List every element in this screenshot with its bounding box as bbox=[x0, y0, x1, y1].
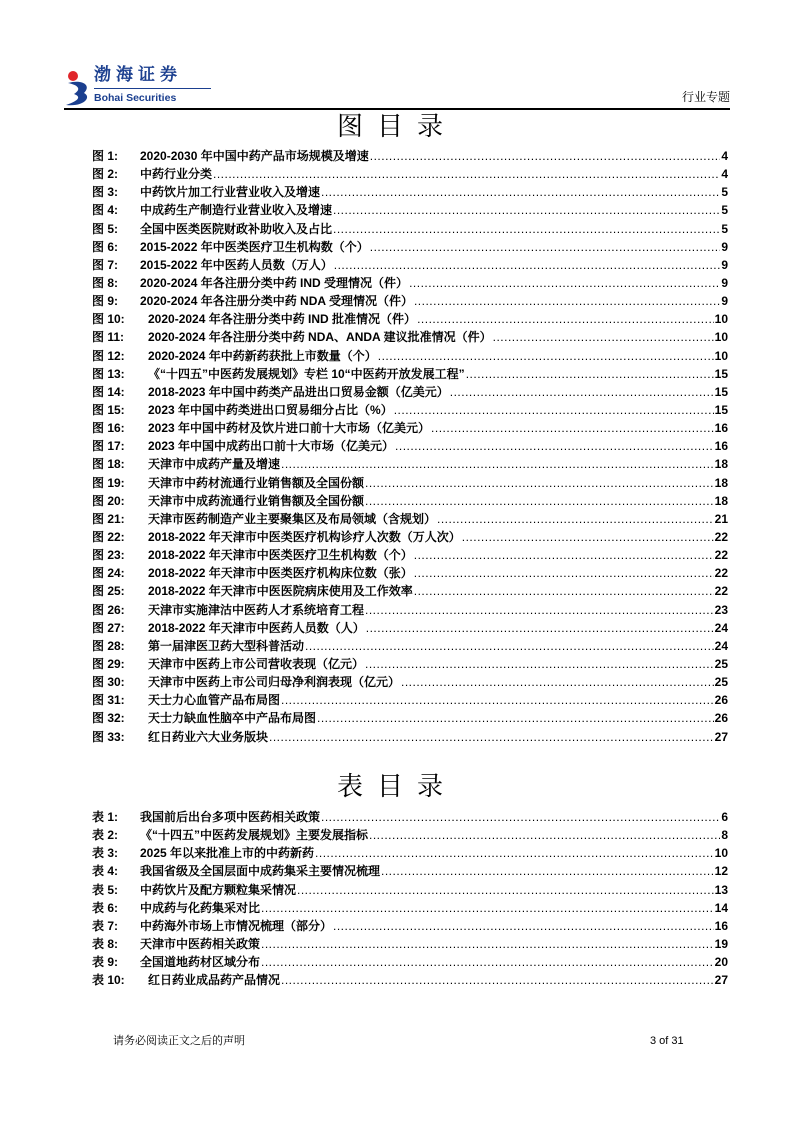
toc-entry[interactable] bbox=[92, 474, 728, 492]
toc-entry[interactable] bbox=[92, 365, 728, 383]
toc-entry-title: 2020-2024 年各注册分类中药 IND 受理情况（件） bbox=[140, 275, 409, 290]
toc-entry[interactable] bbox=[92, 383, 728, 401]
toc-entry[interactable] bbox=[92, 437, 728, 455]
toc-entry-page: 26 bbox=[714, 693, 728, 708]
toc-entry-title: 天津市中成药产量及增速 bbox=[148, 457, 281, 472]
toc-entry-label: 图 18: bbox=[92, 457, 125, 472]
dot-leader bbox=[261, 935, 714, 953]
dot-leader bbox=[269, 728, 714, 746]
dot-leader bbox=[450, 383, 714, 401]
toc-entry-label: 图 12: bbox=[92, 348, 125, 363]
toc-entry-page: 14 bbox=[714, 900, 728, 915]
toc-entry-title: 2018-2022 年天津市中医类医疗机构诊疗人次数（万人次） bbox=[148, 529, 461, 544]
toc-entry[interactable] bbox=[92, 492, 728, 510]
toc-entry-page: 10 bbox=[714, 348, 728, 363]
toc-entry[interactable] bbox=[92, 582, 728, 600]
toc-entry-page: 15 bbox=[714, 384, 728, 399]
toc-entry-title: 2018-2022 年天津市中医类医疗机构床位数（张） bbox=[148, 566, 413, 581]
page-indicator: 3 of 31 bbox=[650, 1035, 684, 1047]
toc-entry[interactable] bbox=[92, 510, 728, 528]
dot-leader bbox=[414, 564, 714, 582]
toc-entry[interactable] bbox=[92, 881, 728, 899]
toc-entry-title: 天津市中药材流通行业销售额及全国份额 bbox=[148, 475, 365, 490]
dot-leader bbox=[369, 826, 720, 844]
toc-entry[interactable] bbox=[92, 201, 728, 219]
toc-entry-page: 22 bbox=[714, 548, 728, 563]
toc-entry[interactable] bbox=[92, 808, 728, 826]
dot-leader bbox=[414, 582, 714, 600]
toc-entry-page: 22 bbox=[714, 584, 728, 599]
toc-entry-label: 表 5: bbox=[92, 882, 119, 897]
toc-entry-title: 天津市医药制造产业主要聚集区及布局领域（含规划） bbox=[148, 511, 437, 526]
dot-leader bbox=[333, 220, 720, 238]
toc-entry[interactable] bbox=[92, 917, 728, 935]
toc-entry[interactable] bbox=[92, 165, 728, 183]
toc-entry-page: 10 bbox=[714, 312, 728, 327]
dot-leader bbox=[401, 673, 714, 691]
toc-entry-title: 2020-2024 年各注册分类中药 NDA 受理情况（件） bbox=[140, 294, 413, 309]
toc-entry-label: 表 6: bbox=[92, 900, 119, 915]
toc-entry-page: 25 bbox=[714, 675, 728, 690]
toc-entry-page: 5 bbox=[721, 203, 728, 218]
toc-entry-page: 23 bbox=[714, 602, 728, 617]
toc-entry-title: 2015-2022 年中医药人员数（万人） bbox=[140, 257, 333, 272]
toc-entry[interactable] bbox=[92, 971, 728, 989]
toc-entry-page: 16 bbox=[714, 439, 728, 454]
toc-entry-title: 天津市中医药上市公司归母净利润表现（亿元） bbox=[148, 675, 401, 690]
dot-leader bbox=[370, 238, 721, 256]
toc-entry[interactable] bbox=[92, 844, 728, 862]
figures-toc-list bbox=[92, 147, 728, 746]
toc-entry-label: 图 3: bbox=[92, 185, 119, 200]
toc-entry-title: 天津市中成药流通行业销售额及全国份额 bbox=[148, 493, 365, 508]
toc-entry-label: 表 4: bbox=[92, 864, 119, 879]
toc-entry-label: 图 5: bbox=[92, 221, 119, 236]
toc-entry-page: 6 bbox=[721, 810, 728, 824]
toc-entry-label: 图 33: bbox=[92, 729, 125, 744]
toc-entry-title: 全国中医类医院财政补助收入及占比 bbox=[140, 221, 333, 236]
dot-leader bbox=[414, 292, 720, 310]
logo-mark-icon bbox=[64, 67, 94, 107]
toc-entry-title: 2023 年中国中药类进出口贸易细分占比（%） bbox=[148, 402, 393, 417]
toc-entry-page: 8 bbox=[721, 828, 728, 843]
toc-entry-page: 12 bbox=[714, 864, 728, 879]
toc-entry-page: 5 bbox=[721, 221, 728, 236]
toc-entry-label: 图 27: bbox=[92, 620, 125, 635]
logo-english-name: Bohai Securities bbox=[94, 92, 177, 104]
toc-entry[interactable] bbox=[92, 347, 728, 365]
toc-entry-title: 2018-2023 年中国中药类产品进出口贸易金额（亿美元） bbox=[148, 384, 449, 399]
toc-entry[interactable] bbox=[92, 935, 728, 953]
toc-entry[interactable] bbox=[92, 619, 728, 637]
toc-entry-title: 红日药业六大业务版块 bbox=[148, 729, 269, 744]
toc-entry[interactable] bbox=[92, 655, 728, 673]
dot-leader bbox=[366, 619, 714, 637]
toc-entry[interactable] bbox=[92, 546, 728, 564]
dot-leader bbox=[370, 147, 721, 165]
tables-toc-list bbox=[92, 808, 728, 989]
toc-entry-title: 天津市实施津沽中医药人才系统培育工程 bbox=[148, 602, 365, 617]
toc-entry-label: 表 8: bbox=[92, 936, 119, 951]
toc-entry-label: 图 29: bbox=[92, 656, 125, 671]
dot-leader bbox=[321, 183, 720, 201]
toc-entry-page: 18 bbox=[714, 475, 728, 490]
toc-entry[interactable] bbox=[92, 826, 728, 844]
toc-entry-title: 《“十四五”中医药发展规划》专栏 10“中医药开放发展工程” bbox=[148, 366, 465, 381]
toc-entry-label: 图 19: bbox=[92, 475, 125, 490]
toc-entry-title: 《“十四五”中医药发展规划》主要发展指标 bbox=[140, 828, 369, 843]
toc-entry[interactable] bbox=[92, 455, 728, 473]
dot-leader bbox=[297, 881, 714, 899]
toc-entry-title: 天津市中医药相关政策 bbox=[140, 936, 261, 951]
toc-entry-label: 图 1: bbox=[92, 149, 119, 163]
toc-entry[interactable] bbox=[92, 899, 728, 917]
toc-entry[interactable] bbox=[92, 637, 728, 655]
bohai-securities-logo bbox=[64, 66, 214, 108]
dot-leader bbox=[378, 347, 714, 365]
dot-leader bbox=[213, 165, 720, 183]
toc-entry-label: 图 2: bbox=[92, 167, 119, 182]
toc-entry-page: 9 bbox=[721, 257, 728, 272]
dot-leader bbox=[394, 401, 714, 419]
toc-entry-label: 表 2: bbox=[92, 828, 119, 843]
toc-entry-page: 24 bbox=[714, 638, 728, 653]
toc-entry-page: 15 bbox=[714, 366, 728, 381]
toc-entry-label: 表 3: bbox=[92, 846, 119, 861]
toc-entry-title: 天士力缺血性脑卒中产品布局图 bbox=[148, 711, 317, 726]
document-type: 行业专题 bbox=[681, 90, 730, 104]
toc-entry[interactable] bbox=[92, 183, 728, 201]
dot-leader bbox=[281, 691, 714, 709]
toc-entry-title: 我国前后出台多项中医药相关政策 bbox=[140, 810, 321, 824]
toc-entry[interactable] bbox=[92, 220, 728, 238]
toc-entry-label: 图 13: bbox=[92, 366, 125, 381]
toc-entry-page: 9 bbox=[721, 239, 728, 254]
dot-leader bbox=[315, 844, 714, 862]
toc-entry-label: 图 6: bbox=[92, 239, 119, 254]
dot-leader bbox=[409, 274, 720, 292]
toc-entry[interactable] bbox=[92, 147, 728, 165]
toc-entry[interactable] bbox=[92, 401, 728, 419]
toc-entry-title: 全国道地药材区域分布 bbox=[140, 955, 261, 970]
toc-entry-label: 图 15: bbox=[92, 402, 125, 417]
toc-entry[interactable] bbox=[92, 953, 728, 971]
dot-leader bbox=[334, 256, 721, 274]
header-divider bbox=[64, 108, 730, 110]
figures-toc-title: 图目录 bbox=[336, 112, 457, 142]
toc-entry-title: 2018-2022 年天津市中医医院病床使用及工作效率 bbox=[148, 584, 413, 599]
dot-leader bbox=[261, 953, 714, 971]
toc-entry-title: 我国省级及全国层面中成药集采主要情况梳理 bbox=[140, 864, 381, 879]
toc-entry-title: 2020-2024 年中药新药获批上市数量（个） bbox=[148, 348, 377, 363]
dot-leader bbox=[365, 655, 714, 673]
logo-divider bbox=[94, 88, 211, 89]
dot-leader bbox=[333, 917, 714, 935]
dot-leader bbox=[317, 709, 714, 727]
toc-entry-page: 27 bbox=[714, 973, 728, 988]
toc-entry-page: 9 bbox=[721, 275, 728, 290]
toc-entry-title: 2025 年以来批准上市的中药新药 bbox=[140, 846, 315, 861]
toc-entry[interactable] bbox=[92, 238, 728, 256]
toc-entry-label: 表 1: bbox=[92, 810, 119, 824]
toc-entry-label: 图 25: bbox=[92, 584, 125, 599]
dot-leader bbox=[305, 637, 714, 655]
toc-entry[interactable] bbox=[92, 328, 728, 346]
dot-leader bbox=[333, 201, 720, 219]
toc-entry-page: 16 bbox=[714, 421, 728, 436]
toc-entry-label: 图 17: bbox=[92, 439, 125, 454]
toc-entry-label: 图 8: bbox=[92, 275, 119, 290]
toc-entry[interactable] bbox=[92, 564, 728, 582]
toc-entry[interactable] bbox=[92, 601, 728, 619]
toc-entry[interactable] bbox=[92, 419, 728, 437]
toc-entry-page: 9 bbox=[721, 294, 728, 309]
toc-entry-page: 18 bbox=[714, 493, 728, 508]
toc-entry-label: 图 32: bbox=[92, 711, 125, 726]
toc-entry-page: 10 bbox=[714, 330, 728, 345]
toc-entry[interactable] bbox=[92, 862, 728, 880]
toc-entry-page: 4 bbox=[721, 167, 728, 182]
toc-entry-title: 2020-2030 年中国中药产品市场规模及增速 bbox=[140, 149, 369, 163]
toc-entry-label: 图 16: bbox=[92, 421, 125, 436]
toc-entry-title: 中药海外市场上市情况梳理（部分） bbox=[140, 918, 333, 933]
toc-entry-page: 18 bbox=[714, 457, 728, 472]
toc-entry-page: 13 bbox=[714, 882, 728, 897]
footer-disclaimer: 请务必阅读正文之后的声明 bbox=[113, 1034, 245, 1047]
dot-leader bbox=[395, 437, 714, 455]
toc-entry[interactable] bbox=[92, 709, 728, 727]
dot-leader bbox=[462, 528, 714, 546]
toc-entry-title: 天士力心血管产品布局图 bbox=[148, 693, 281, 708]
toc-entry-label: 图 14: bbox=[92, 384, 125, 399]
toc-entry-title: 2023 年中国中药材及饮片进口前十大市场（亿美元） bbox=[148, 421, 431, 436]
toc-entry-title: 中药饮片及配方颗粒集采情况 bbox=[140, 882, 297, 897]
dot-leader bbox=[321, 808, 720, 826]
toc-entry-page: 22 bbox=[714, 529, 728, 544]
toc-entry-title: 第一届津医卫药大型科普活动 bbox=[148, 638, 305, 653]
toc-entry-label: 图 23: bbox=[92, 548, 125, 563]
toc-entry-title: 中成药与化药集采对比 bbox=[140, 900, 261, 915]
toc-entry[interactable] bbox=[92, 528, 728, 546]
dot-leader bbox=[365, 492, 714, 510]
dot-leader bbox=[493, 328, 714, 346]
logo-chinese-name: 渤海证券 bbox=[94, 65, 182, 85]
dot-leader bbox=[261, 899, 714, 917]
toc-entry[interactable] bbox=[92, 310, 728, 328]
toc-entry-page: 22 bbox=[714, 566, 728, 581]
toc-entry-label: 图 20: bbox=[92, 493, 125, 508]
toc-entry-page: 21 bbox=[714, 511, 728, 526]
dot-leader bbox=[437, 510, 714, 528]
toc-entry[interactable] bbox=[92, 728, 728, 746]
toc-entry-label: 图 7: bbox=[92, 257, 119, 272]
toc-entry-label: 图 21: bbox=[92, 511, 125, 526]
toc-entry[interactable] bbox=[92, 673, 728, 691]
toc-entry-page: 20 bbox=[714, 955, 728, 970]
toc-entry-label: 图 10: bbox=[92, 312, 125, 327]
toc-entry-page: 5 bbox=[721, 185, 728, 200]
toc-entry[interactable] bbox=[92, 691, 728, 709]
toc-entry-page: 10 bbox=[714, 846, 728, 861]
toc-entry-title: 2023 年中国中成药出口前十大市场（亿美元） bbox=[148, 439, 395, 454]
toc-entry-label: 图 11: bbox=[92, 330, 125, 345]
toc-entry-label: 图 24: bbox=[92, 566, 125, 581]
dot-leader bbox=[417, 310, 714, 328]
toc-entry[interactable] bbox=[92, 292, 728, 310]
toc-entry-page: 4 bbox=[721, 149, 728, 163]
dot-leader bbox=[365, 601, 714, 619]
dot-leader bbox=[431, 419, 714, 437]
toc-entry-page: 24 bbox=[714, 620, 728, 635]
toc-entry-label: 图 4: bbox=[92, 203, 119, 218]
toc-entry-title: 红日药业成品药产品情况 bbox=[148, 973, 281, 988]
toc-entry-page: 25 bbox=[714, 656, 728, 671]
toc-entry-title: 2020-2024 年各注册分类中药 NDA、ANDA 建议批准情况（件） bbox=[148, 330, 492, 345]
toc-entry-title: 中成药生产制造行业营业收入及增速 bbox=[140, 203, 333, 218]
dot-leader bbox=[281, 455, 714, 473]
dot-leader bbox=[414, 546, 714, 564]
toc-entry-label: 图 30: bbox=[92, 675, 125, 690]
toc-entry-label: 表 9: bbox=[92, 955, 119, 970]
toc-entry-page: 27 bbox=[714, 729, 728, 744]
toc-entry-label: 表 7: bbox=[92, 918, 119, 933]
toc-entry-label: 图 28: bbox=[92, 638, 125, 653]
toc-entry[interactable] bbox=[92, 274, 728, 292]
tables-toc-title: 表目录 bbox=[336, 772, 457, 802]
toc-entry-title: 2018-2022 年天津市中医类医疗卫生机构数（个） bbox=[148, 548, 413, 563]
toc-entry-label: 图 9: bbox=[92, 294, 119, 309]
toc-entry[interactable] bbox=[92, 256, 728, 274]
dot-leader bbox=[281, 971, 714, 989]
toc-entry-title: 2020-2024 年各注册分类中药 IND 批准情况（件） bbox=[148, 312, 417, 327]
toc-entry-page: 16 bbox=[714, 918, 728, 933]
toc-entry-title: 2018-2022 年天津市中医药人员数（人） bbox=[148, 620, 365, 635]
toc-entry-title: 中药行业分类 bbox=[140, 167, 213, 182]
dot-leader bbox=[381, 862, 714, 880]
toc-entry-title: 中药饮片加工行业营业收入及增速 bbox=[140, 185, 321, 200]
toc-entry-label: 图 22: bbox=[92, 529, 125, 544]
toc-entry-page: 26 bbox=[714, 711, 728, 726]
toc-entry-label: 图 26: bbox=[92, 602, 125, 617]
dot-leader bbox=[466, 365, 714, 383]
toc-entry-page: 15 bbox=[714, 402, 728, 417]
toc-entry-label: 图 31: bbox=[92, 693, 125, 708]
toc-entry-title: 2015-2022 年中医类医疗卫生机构数（个） bbox=[140, 239, 369, 254]
toc-entry-title: 天津市中医药上市公司营收表现（亿元） bbox=[148, 656, 365, 671]
dot-leader bbox=[365, 474, 714, 492]
toc-entry-label: 表 10: bbox=[92, 973, 125, 988]
toc-entry-page: 19 bbox=[714, 936, 728, 951]
